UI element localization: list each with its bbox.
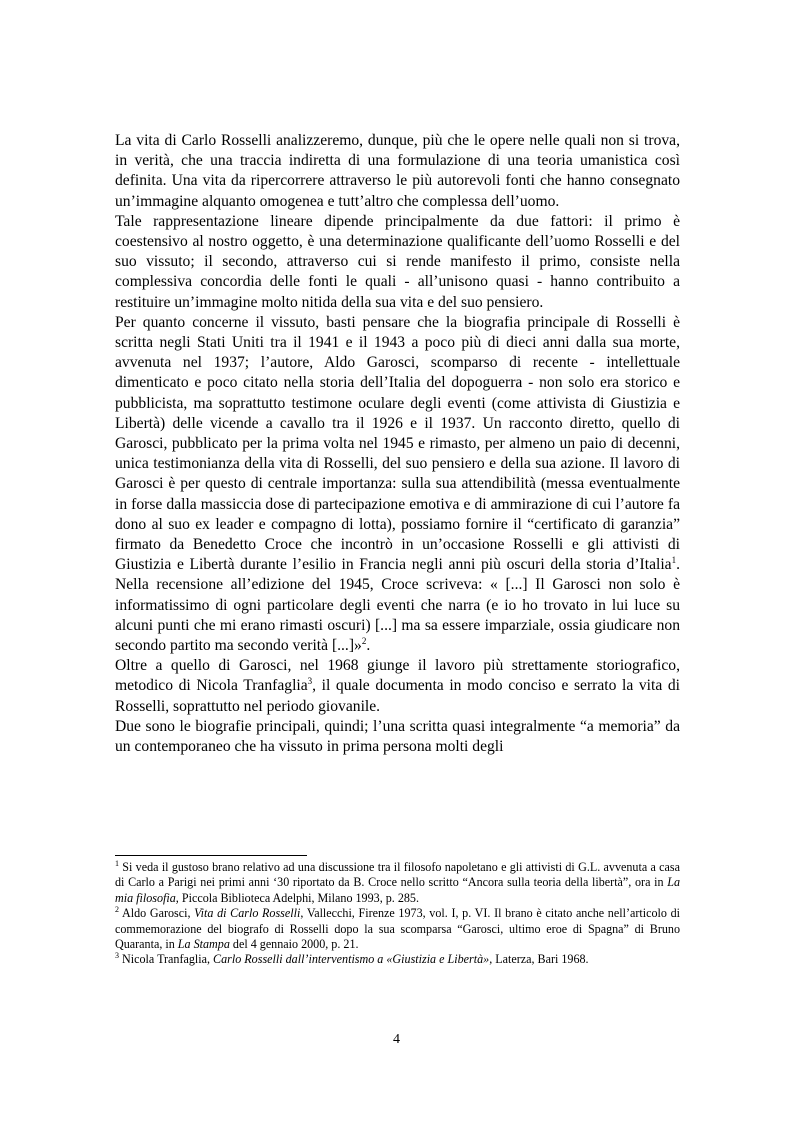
paragraph [115, 656, 680, 717]
footnote [115, 906, 680, 952]
paragraph-text: Per quanto concerne il vissuto, basti pensare che la biografia principale di Rosselli è scritta negli Stati Uniti tra il 1941 e il 1943 a poco più di dieci anni dalla sua morte, avvenuta nel 1937; l’autore, Aldo Garosci, scomparso di recente - intellettuale dimenticato e poco citato nella storia dell’Italia del dopoguerra - non solo era storico e pubblicista, ma soprattutto testimone oculare degli eventi (come attivista di Giustizia e Libertà) delle vicende a cavallo tra il 1926 e il 1937. Un racconto diretto, quello di Garosci, pubblicato per la prima volta nel 1945 e rimasto, per almeno un paio di decenni, unica testimonianza della vita di Rosselli, del suo pensiero e della sua azione. Il lavoro di Garosci è per questo di centrale importanza: sulla sua attendibilità (messa eventualmente in forse dalla massiccia dose di partecipazione emotiva e di ammirazione di cui l’autore fa dono al suo ex leader e compagno di lotta), possiamo fornire il “certificato di garanzia” firmato da Benedetto Croce che incontrò in un’occasione Rosselli e gli attivisti di Giustizia e Libertà durante l’esilio in Francia negli anni più oscuri della storia d’Italia [115, 313, 680, 574]
footnote-number: 2 [115, 905, 119, 915]
paragraph: Due sono le biografie principali, quindi; l’una scritta quasi integralmente “a memoria” da un contemporaneo che ha vissuto in prima persona molti degli [115, 717, 680, 756]
footnote-ref[interactable]: 3 [307, 676, 313, 687]
footnote-divider [115, 855, 307, 856]
footnote-number: 1 [115, 859, 119, 868]
paragraph-text: . [366, 637, 371, 655]
paragraph-text: , il quale documenta in modo conciso e serrato la vita di Rosselli, soprattutto nel periodo giovanile. [115, 677, 680, 715]
footnote-ref[interactable]: 1 [671, 555, 677, 566]
footnote [115, 952, 680, 967]
footnote-text: , Laterza, Bari 1968. [489, 952, 589, 967]
page-number: 4 [393, 1032, 400, 1047]
footnote-text: Si veda il gustoso brano relativo ad una discussione tra il filosofo napoletano e gli attivisti di G.L. avvenuta a casa di Carlo a Parigi nei primi anni ‘30 riportato da B. Croce nello scritto “Ancora sulla teoria della libertà”, ora in [115, 860, 680, 890]
body-text [115, 131, 680, 757]
footnotes [115, 860, 680, 968]
footnote-title: Vita di Carlo Rosselli [194, 906, 301, 921]
footnote-title: La mia filosofia, [115, 875, 680, 905]
footnote-title: Carlo Rosselli dall’interventismo a «Giustizia e Libertà» [213, 952, 490, 967]
paragraph-text: . Nella recensione all’edizione del 1945, Croce scriveva: « [...] Il Garosci non solo è informatissimo di ogni particolare degli eventi che narra (e io ho trovato in lui luce su alcuni punti che mi erano rimasti oscuri) [...] ma sa essere imparziale, ossia giudicare non secondo partito ma secondo verità [...]» [115, 556, 680, 655]
footnote-text: Piccola Biblioteca Adelphi, Milano 1993, p. 285. [178, 890, 420, 905]
footnote-title: La Stampa [177, 937, 230, 952]
footnote-text: Aldo Garosci, [119, 906, 195, 921]
footnote-number: 3 [115, 951, 119, 961]
paragraph: La vita di Carlo Rosselli analizzeremo, dunque, più che le opere nelle quali non si trova, in verità, che una traccia indiretta di una formulazione di una teoria umanistica così definita. Una vita da ripercorrere attraverso le più autorevoli fonti che hanno consegnato un’immagine alquanto omogenea e tutt’altro che complessa dell’uomo. [115, 132, 680, 210]
footnote [115, 860, 680, 906]
footnote-text: Nicola Tranfaglia, [119, 952, 214, 967]
footnote-ref[interactable]: 2 [361, 636, 367, 647]
footnote-text: , Vallecchi, Firenze 1973, vol. I, p. VI. Il brano è citato anche nell’articolo di commemorazione del biografo di Rosselli dopo la sua scomparsa “Garosci, ultimo eroe di Spagna” di Bruno Quaranta, in [115, 906, 680, 952]
paragraph: Tale rappresentazione lineare dipende principalmente da due fattori: il primo è coestensivo al nostro oggetto, è una determinazione qualificante dell’uomo Rosselli e del suo vissuto; il secondo, attraverso cui si rende manifesto il primo, consiste nella complessiva concordia delle fonti le quali - all’unisono quasi - hanno contribuito a restituire un’immagine molto nitida della sua vita e del suo pensiero. [115, 212, 680, 311]
footnote-text: del 4 gennaio 2000, p. 21. [229, 937, 359, 952]
paragraph [115, 313, 680, 656]
paragraph-text: Oltre a quello di Garosci, nel 1968 giunge il lavoro più strettamente storiografico, metodico di Nicola Tranfaglia [115, 657, 680, 695]
